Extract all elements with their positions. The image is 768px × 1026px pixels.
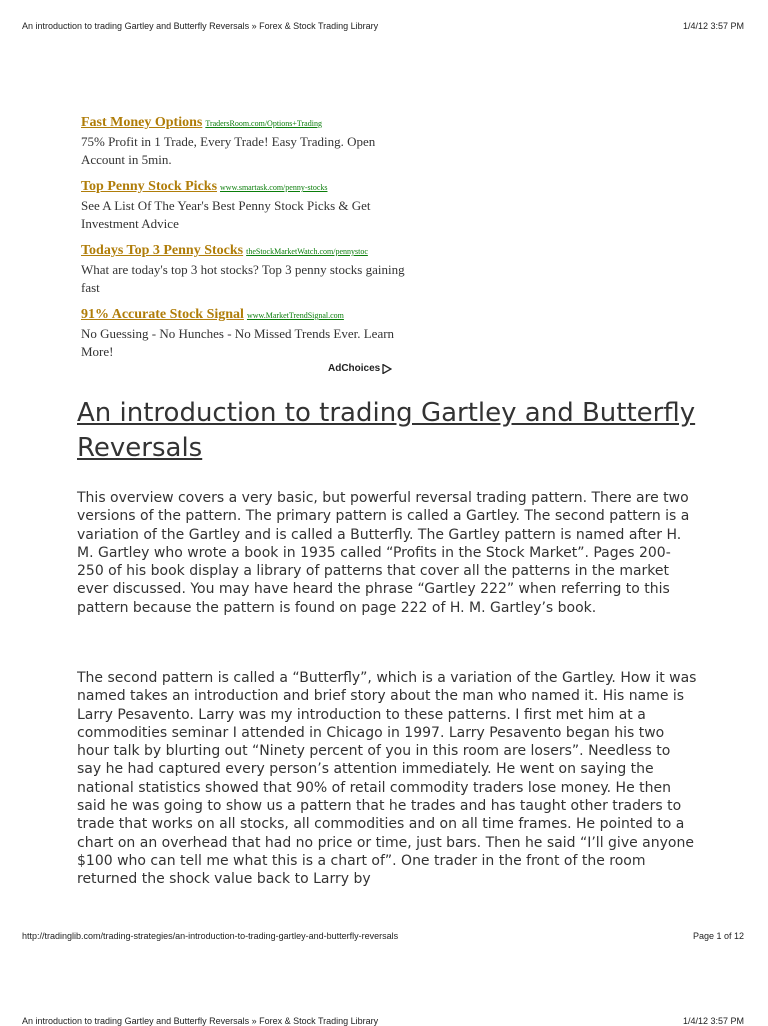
ad-url-link[interactable]: theStockMarketWatch.com/pennystoc xyxy=(246,247,368,256)
ad-title-link[interactable]: Top Penny Stock Picks xyxy=(81,179,218,194)
ad-block xyxy=(81,113,411,369)
print-header-title: An introduction to trading Gartley and Butterfly Reversals » Forex & Stock Trading Library xyxy=(22,21,379,31)
print-footer-page-number: Page 1 of 12 xyxy=(692,931,744,941)
ad-item[interactable] xyxy=(81,177,411,233)
ad-url-link[interactable]: www.MarketTrendSignal.com xyxy=(246,311,344,320)
print-header-datetime: 1/4/12 3:57 PM xyxy=(682,21,744,31)
article-title[interactable]: An introduction to trading Gartley and Butterfly Reversals xyxy=(77,398,696,463)
article-paragraph-1: This overview covers a very basic, but powerful reversal trading pattern. There are two versions of the pattern. The primary pattern is called a Gartley. The second pattern is a variation of the Gartley and is called a Butterfly. The Gartley pattern is named after H. M. Gartley who wrote a book in 1935 called “Profits in the Stock Market”. Pages 200-250 of his book display a library of patterns that cover all the patterns in the market ever discussed. You may have heard the phrase “Gartley 222” when referring to this pattern because the pattern is found on page 222 of H. M. Gartley’s book. xyxy=(77,490,690,616)
print-footer-url: http://tradinglib.com/trading-strategies/an-introduction-to-trading-gartley-and-butterfly-reversals xyxy=(22,931,399,941)
next-page-header xyxy=(22,1016,744,1026)
next-page-header-datetime: 1/4/12 3:57 PM xyxy=(682,1016,744,1026)
ad-item[interactable] xyxy=(81,113,411,169)
adchoices-link[interactable] xyxy=(328,363,392,374)
ad-item[interactable] xyxy=(81,241,411,297)
adchoices-play-icon xyxy=(382,364,392,374)
ad-url-link[interactable]: www.smartask.com/penny-stocks xyxy=(220,183,328,192)
ad-description: What are today's top 3 hot stocks? Top 3 penny stocks gaining fast xyxy=(81,262,405,295)
ad-title-link[interactable]: 91% Accurate Stock Signal xyxy=(81,307,244,322)
ad-title-link[interactable]: Todays Top 3 Penny Stocks xyxy=(81,243,244,258)
next-page-header-title: An introduction to trading Gartley and Butterfly Reversals » Forex & Stock Trading Library xyxy=(22,1016,379,1026)
ad-description: No Guessing - No Hunches - No Missed Trends Ever. Learn More! xyxy=(81,326,395,359)
article-paragraph-2: The second pattern is called a “Butterfly”, which is a variation of the Gartley. How it was named takes an introduction and brief story about the man who named it. His name is Larry Pesavento. Larry was my introduction to these patterns. I first met him at a commodities seminar I attended in Chicago in 1997. Larry Pesavento began his two hour talk by blurting out “Ninety percent of you in this room are losers”. Needless to say he had captured every person’s attention immediately. He went on saying the national statistics showed that 90% of retail commodity traders lose money. He then said he was going to show us a pattern that he trades and has taught other traders to trade that works on all stocks, all commodities and on all time frames. He pointed to a chart on an overhead that had no price or time, just bars. Then he said “I’ll give anyone $100 who can tell me what this is a chart of”. One trader in the front of the room returned the shock value back to Larry by xyxy=(77,670,697,888)
ad-description: See A List Of The Year's Best Penny Stock Picks & Get Investment Advice xyxy=(81,198,371,231)
adchoices-label: AdChoices xyxy=(328,363,381,374)
print-footer xyxy=(22,931,744,941)
ad-title-link[interactable]: Fast Money Options xyxy=(81,115,203,130)
ad-description: 75% Profit in 1 Trade, Every Trade! Easy Trading. Open Account in 5min. xyxy=(81,134,376,167)
ad-url-link[interactable]: TradersRoom.com/Options+Trading xyxy=(205,119,322,128)
ad-item[interactable] xyxy=(81,305,411,361)
print-header xyxy=(22,21,744,31)
